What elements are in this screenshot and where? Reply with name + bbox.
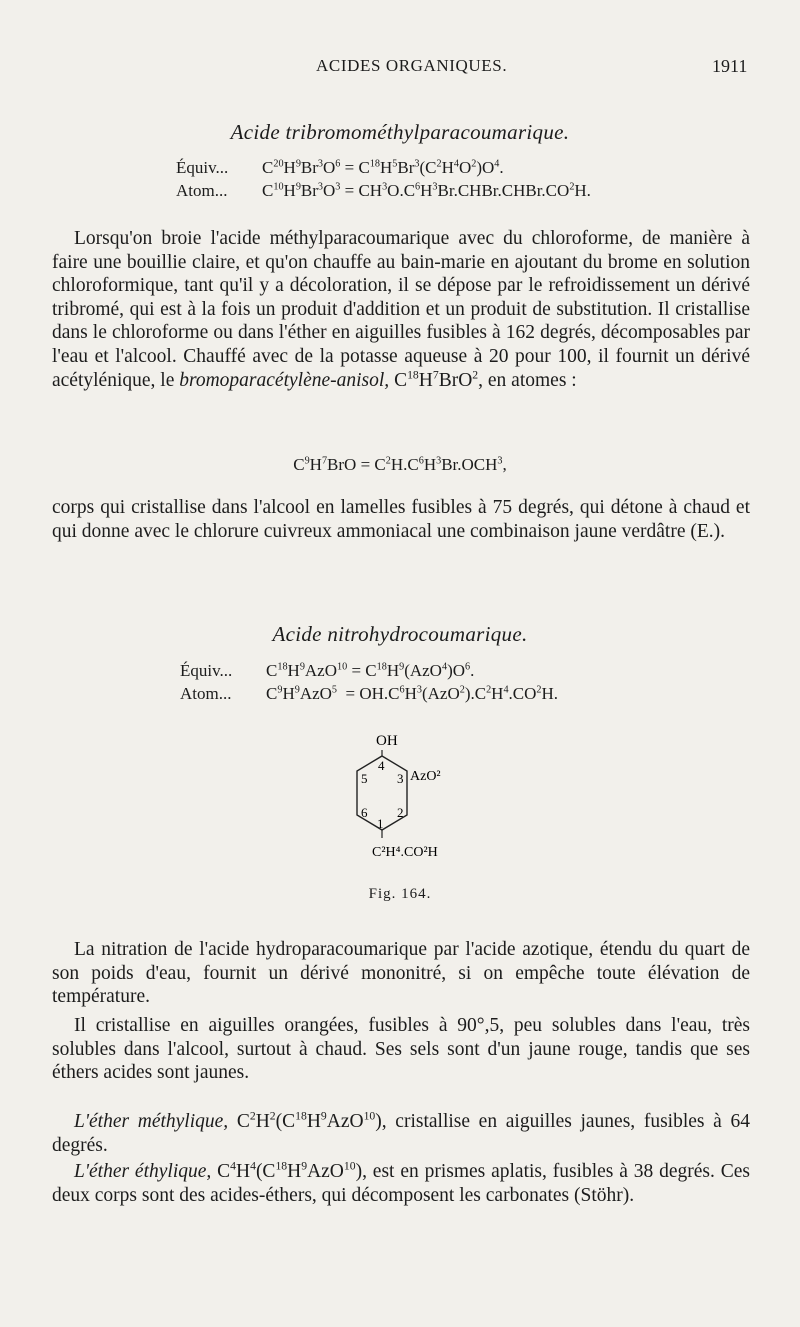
section-title: Acide nitrohydrocoumarique. (272, 622, 528, 646)
page-number: 1911 (712, 56, 748, 76)
paragraph-text: L'éther éthylique, $C^4H^4(C^{18}H^9AzO^{10})$, est en prismes aplatis, fusibles à 38 degrés. Ces deux corps sont des acides-éthers, qui décomposent les carbonates (Stöhr). (52, 1159, 750, 1206)
position-2: 2 (397, 805, 404, 820)
centered-formula: $C^9H^7BrO = C^2H.C^6H^3Br.OCH^3$, (293, 455, 507, 474)
figure-caption: Fig. 164. (368, 886, 432, 902)
formula-equiv (180, 661, 474, 681)
ring-label-top: OH (376, 733, 398, 749)
header-title: ACIDES ORGANIQUES. (316, 56, 508, 75)
formula-value: $C^{18}H^9AzO^{10} = C^{18}H^9(AzO^4)O^6$. (266, 661, 475, 680)
position-5: 5 (361, 771, 368, 786)
paragraph (52, 1110, 750, 1157)
position-3: 3 (397, 771, 404, 786)
position-6: 6 (361, 805, 368, 820)
ring-label-bottom: C²H⁴.CO²H (372, 845, 438, 860)
paragraph (52, 938, 750, 1009)
paragraph (52, 496, 750, 543)
paragraph (52, 1014, 750, 1085)
formula-atom (176, 181, 591, 201)
running-header (0, 56, 800, 82)
paragraph-text: La nitration de l'acide hydroparacoumarique par l'acide azotique, étendu du quart de son poids d'eau, fournit un dérivé mononitré, si on empêche toute élévation de température. (52, 939, 750, 1008)
formula-label: Équiv... (180, 661, 233, 680)
position-4: 4 (378, 758, 385, 773)
paragraph (52, 1160, 750, 1207)
paragraph (52, 227, 750, 392)
formula-label: Équiv... (176, 158, 229, 177)
formula-atom (180, 684, 558, 704)
formula-equiv (176, 158, 504, 178)
formula-label: Atom... (176, 181, 228, 200)
formula-label: Atom... (180, 684, 232, 703)
formula-value: $C^{20}H^9Br^3O^6 = C^{18}H^5Br^3(C^2H^4O^2)O^4$. (262, 158, 504, 177)
section-title: Acide tribromométhylparacoumarique. (230, 120, 570, 144)
benzene-ring-figure (318, 728, 478, 868)
position-1: 1 (377, 816, 384, 831)
paragraph-text: corps qui cristallise dans l'alcool en lamelles fusibles à 75 degrés, qui détone à chaud et qui donne avec le chlorure cuivreux ammoniacal une combinaison jaune verdâtre (E.). (52, 497, 750, 542)
ring-label-right: AzO² (410, 769, 441, 784)
formula-value: $C^9H^9AzO^5 = OH.C^6H^3(AzO^2).C^2H^4.CO^2H$. (266, 684, 559, 703)
formula-value: $C^{10}H^9Br^3O^3$ = $CH^3O.C^6H^3Br.CHBr.CHBr.CO^2H$. (262, 181, 591, 200)
paragraph-text: L'éther méthylique, $C^2H^2(C^{18}H^9AzO^{10})$, cristallise en aiguilles jaunes, fusibles à 64 degrés. (52, 1109, 750, 1156)
paragraph-text: Lorsqu'on broie l'acide méthylparacoumarique avec du chloroforme, de manière à faire une bouillie claire, et qu'on chauffe au bain-marie en ajoutant du brome en solution chloroformique, tant qu'il y a décoloration, il se dépose par le refroidissement un dérivé tribromé, qui est à la fois un produit d'addition et un produit de substitution. Il cristallise dans le chloroforme ou dans l'éther en aiguilles fusibles à 162 degrés, décomposables par l'eau et l'alcool. Chauffé avec de la potasse aqueuse à 20 pour 100, il fournit un dérivé acétylénique, le bromoparacétylène-anisol, $C^{18}H^7BrO^2$, en atomes : (52, 228, 750, 391)
paragraph-text: Il cristallise en aiguilles orangées, fusibles à 90°,5, peu solubles dans l'eau, très solubles dans l'alcool, surtout à chaud. Ses sels sont d'un jaune rouge, tandis que ses éthers acides sont jaunes. (52, 1015, 750, 1084)
